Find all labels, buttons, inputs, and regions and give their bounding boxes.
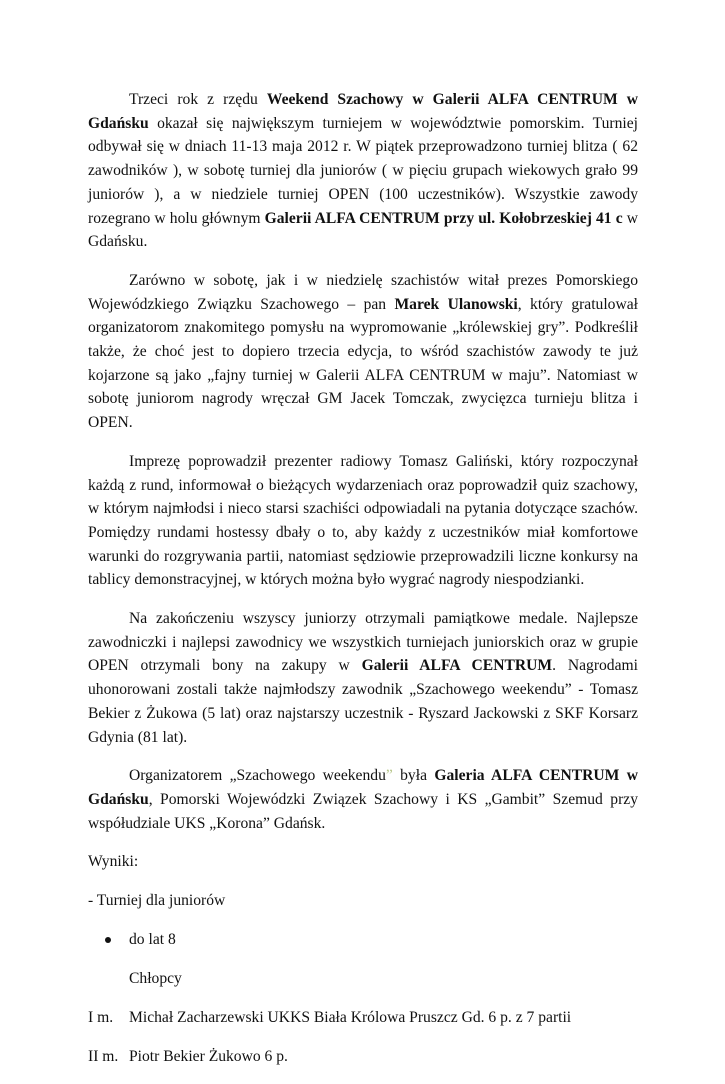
result-place: I m. xyxy=(88,1008,114,1026)
results-heading: Wyniki: xyxy=(88,853,139,871)
list-item xyxy=(88,928,638,952)
bold-text: Galerii ALFA CENTRUM xyxy=(361,657,553,675)
text: , Pomorski Wojewódzki Związek Szachowy i KS „Gambit” Szemud przy współudziale UKS „Korona” Gdańsk. xyxy=(88,790,638,832)
bold-text: Weekend Szachowy w Galerii ALFA CENTRUM w Gdańsku xyxy=(88,91,639,132)
text: , który gratulował organizatorom znakomitego pomysłu na wypromowanie „królewskiej gry”. Podkreślił także, że choć jest to dopiero trzecia edycja, to wśród szachistów zawody te już kojarzone są jako „fajny turniej w Galerii ALFA CENTRUM w maju”. Natomiast w sobotę juniorom nagrody wręczał GM Jacek Tomczak, zwycięzca turnieju blitza i OPEN. xyxy=(88,295,638,432)
text: . Nagrodami uhonorowani zostali także najmłodszy zawodnik „Szachowego weekendu” - Tomasz Bekier z Żukowa (5 lat) oraz najstarszy uczestnik - Ryszard Jackowski z SKF Korsarz Gdynia (81 lat). xyxy=(88,657,638,746)
paragraph-closing xyxy=(88,607,638,749)
bullet-icon xyxy=(105,937,111,943)
text: Zarówno w sobotę, jak i w niedzielę szachistów witał prezes Pomorskiego Wojewódzkiego Związku Szachowego – pan xyxy=(88,271,638,313)
text: Organizatorem „Szachowego weekendu xyxy=(129,767,386,785)
category-label: Chłopcy xyxy=(129,969,182,987)
bold-text: Marek Ulanowski xyxy=(394,295,518,313)
text: Imprezę poprowadził prezenter radiowy Tomasz Galiński, który rozpoczynał każdą z rund, informował o bieżących wydarzeniach oraz poprowadził quiz szachowy, w którym najmłodsi i nieco starsi szachiści odpowiadali na pytania dotyczące szachów. Pomiędzy rundami hostessy dbały o to, aby każdy z uczestników miał komfortowe warunki do rozgrywania partii, natomiast sędziowie przeprowadzili liczne konkursy na tablicy demonstracyjnej, w których można było wygrać nagrody niespodzianki. xyxy=(88,452,638,589)
paragraph-president xyxy=(88,269,638,435)
paragraph-presenter xyxy=(88,450,638,592)
bold-text: Galerii ALFA CENTRUM przy ul. Kołobrzeskiej 41 c xyxy=(264,209,623,227)
result-row xyxy=(88,1006,638,1030)
tournament-label: - Turniej dla juniorów xyxy=(88,892,226,910)
age-group-label: do lat 8 xyxy=(129,930,176,948)
text: w Gdańsku. xyxy=(88,209,638,251)
document-page xyxy=(88,88,638,1084)
text: Na zakończeniu wszyscy juniorzy otrzymali pamiątkowe medale. Najlepsze zawodniczki i najlepsi zawodnicy we wszystkich turniejach juniorskich oraz w grupie OPEN otrzymali bony na zakupy w xyxy=(88,610,638,675)
paragraph-intro xyxy=(88,88,638,254)
text: była xyxy=(392,767,435,785)
result-row xyxy=(88,1045,638,1069)
text: okazał się największym turniejem w województwie pomorskim. Turniej odbywał się w dniach 11-13 maja 2012 r. W piątek przeprowadzono turniej blitza ( 62 zawodników ), w sobotę turniej dla juniorów ( w pięciu grupach wiekowych grało 99 juniorów ), a w niedziele turniej OPEN (100 uczestników). Wszystkie zawody rozegrano w holu głównym xyxy=(88,114,638,227)
bold-text: Galeria ALFA CENTRUM w Gdańsku xyxy=(88,767,638,808)
result-place: II m. xyxy=(88,1047,119,1065)
result-text: Michał Zacharzewski UKKS Biała Królowa Pruszcz Gd. 6 p. z 7 partii xyxy=(129,1008,572,1026)
paragraph-organizers xyxy=(88,764,638,835)
faint-quote: ” xyxy=(385,767,393,785)
text: Trzeci rok z rzędu xyxy=(129,91,267,108)
result-text: Piotr Bekier Żukowo 6 p. xyxy=(129,1047,288,1065)
